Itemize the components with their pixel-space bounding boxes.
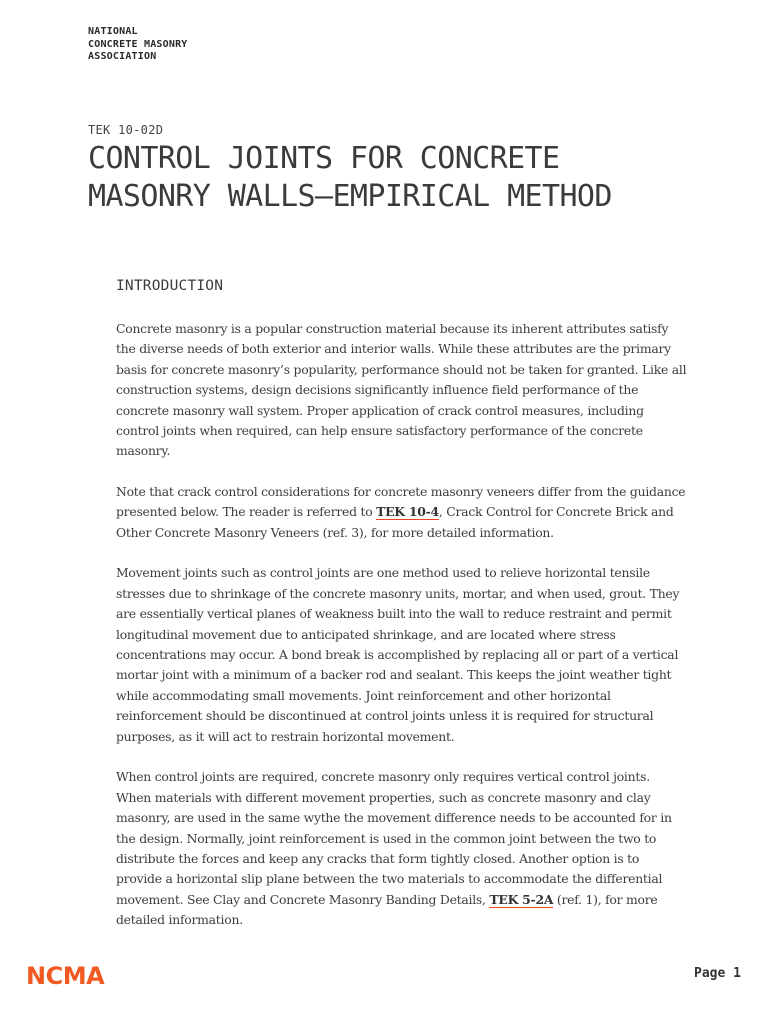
paragraph-2 (116, 482, 688, 543)
title-line-1: CONTROL JOINTS FOR CONCRETE (88, 141, 560, 176)
tek-5-2a-link[interactable]: TEK 5-2A (489, 891, 554, 907)
org-name (88, 26, 188, 64)
paragraph-4 (116, 767, 688, 930)
org-line-1: NATIONAL (88, 26, 138, 37)
org-line-3: ASSOCIATION (88, 51, 157, 62)
ncma-logo: NCMA (26, 962, 105, 990)
tek-10-4-link[interactable]: TEK 10-4 (376, 504, 439, 520)
section-heading: INTRODUCTION (116, 278, 224, 294)
paragraph-1: Concrete masonry is a popular construction material because its inherent attributes satisfy the diverse needs of both exterior and interior walls. While these attributes are the primary basis for concrete masonry’s popularity, performance should not be taken for granted. Like all construction systems, design decisions significantly influence field performance of the concrete masonry wall system. Proper application of crack control measures, including control joints when required, can help ensure satisfactory performance of the concrete masonry. (116, 321, 687, 459)
paragraph-4-text-a: When control joints are required, concrete masonry only requires vertical control joints. When materials with different movement properties, such as concrete masonry and clay masonry, are used in the same wythe the movement difference needs to be accounted for in the design. Normally, joint reinforcement is used in the common joint between the two to distribute the forces and keep any cracks that form tightly closed. Another option is to provide a horizontal slip plane between the two materials to accommodate the differential movement. See Clay and Concrete Masonry Banding Details, (116, 769, 672, 907)
tek-code: TEK 10-02D (88, 123, 164, 137)
org-line-2: CONCRETE MASONRY (88, 38, 188, 50)
document-title (88, 140, 612, 216)
page-number: Page 1 (694, 966, 741, 981)
title-line-2: MASONRY WALLS—EMPIRICAL METHOD (88, 179, 612, 214)
paragraph-2-text-a: Note that crack control considerations for concrete masonry veneers differ from the guidance presented below. The reader is referred to (116, 484, 686, 520)
paragraph-4-text-b: (ref. 1), for more detailed information. (116, 891, 658, 928)
body-text (116, 319, 688, 951)
paragraph-3: Movement joints such as control joints are one method used to relieve horizontal tensile stresses due to shrinkage of the concrete masonry units, mortar, and when used, grout. They are essentially vertical planes of weakness built into the wall to reduce restraint and permit longitudinal movement due to anticipated shrinkage, and are located where stress concentrations may occur. A bond break is accomplished by replacing all or part of a vertical mortar joint with a minimum of a backer rod and sealant. This keeps the joint weather tight while accommodating small movements. Joint reinforcement and other horizontal reinforcement should be discontinued at control joints unless it is required for structural purposes, as it will act to restrain horizontal movement. (116, 565, 680, 744)
paragraph-2-text-b: , Crack Control for Concrete Brick and Other Concrete Masonry Veneers (ref. 3), for more detailed information. (116, 504, 674, 540)
